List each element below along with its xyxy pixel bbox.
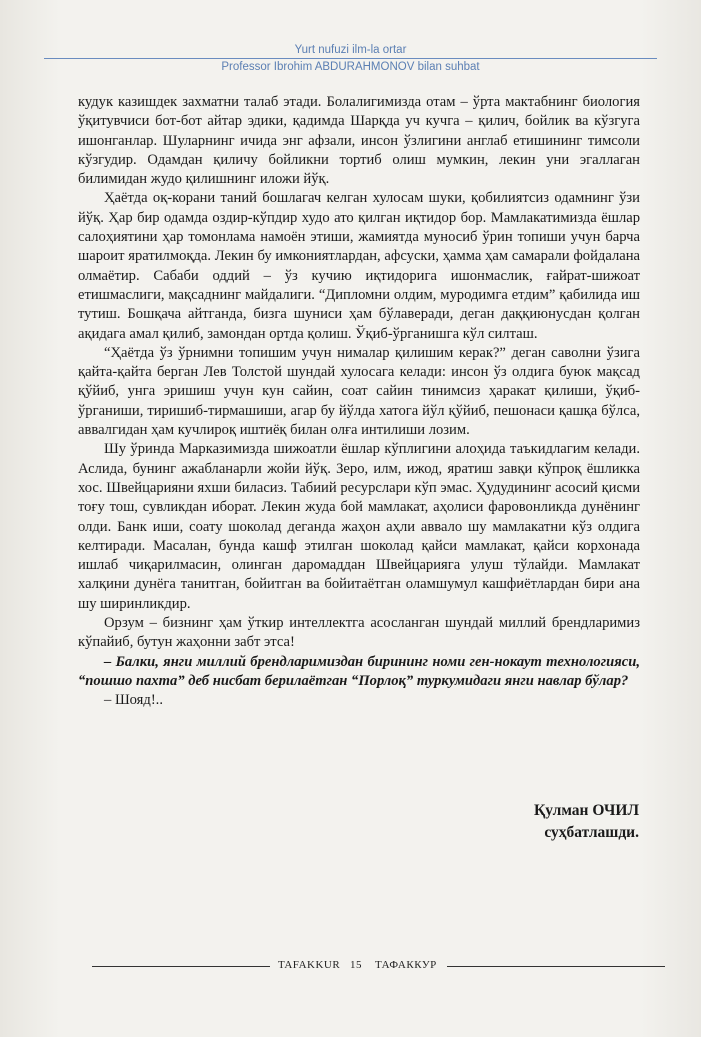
paragraph-3: “Ҳаётда ўз ўрнимни топишим учун нималар қилишим керак?” деган саволни ўзига қайта-қайта берган Лев Толстой шундай хулосага келади: инсон ўз олдига буюк мақсад қўйиб, унга эришиш учун кун сайин, соат сайин тинимсиз ҳаракат қилиши, ўқиб-ўрганиши, тиришиб-тирмашиши, агар бу йўлда хатога йўл қўйиб, пешонаси қашқа бўлса, аввалгидан ҳам кучлироқ иштиёқ билан олға интилиши лозим. [78, 344, 640, 439]
interview-answer: – Шояд!.. [104, 692, 163, 709]
interviewer-name: Қулман ОЧИЛ [534, 802, 639, 819]
footer-rule-right [447, 966, 665, 967]
interview-question: – Балки, янги миллий брендларимиздан бирининг номи ген-нокаут технологияси, “пошшо пахта” деб нисбат берилаётган “Порлоқ” туркумидаги янги навлар бўлар? [78, 653, 640, 689]
page-footer [92, 958, 665, 974]
paragraph-4: Шу ўринда Марказимизда шижоатли ёшлар кўплигини алоҳида таъкидлагим келади. Аслида, бунинг ажабланарли жойи йўқ. Зеро, илм, ижод, яратиш завқи кўпроқ ёшликка хос. Швейцарияни яхши биласиз. Табиий ресурслари кўп эмас. Ҳудудининг асосий қисми тоғу тош, сувликдан иборат. Лекин жуда бой мамлакат, аҳолиси фаровонликда дунёнинг олди. Банк иши, соату шоколад деганда жаҳон аҳли аввало шу мамлакатни кўз олдига келтиради. Масалан, бунда кашф этилган шоколад қайси мамлакат, қайси корхонада ишлаб чиқарилмасин, олинган даромаддан Швейцарияга улуш тўлайди. Мамлакат халқини дунёга танитган, бойитган ва бойитаётган оламшумул кашфиётлардан бири ана шу ширинликдир. [78, 441, 640, 612]
paragraph-5: Орзум – бизнинг ҳам ўткир интеллектга асосланган шундай миллий брендларимиз кўпайиб, бутун жаҳонни забт этса! [78, 615, 640, 651]
footer-label-latin: TAFAKKUR [278, 959, 341, 971]
article-body [78, 93, 640, 711]
page-number: 15 [350, 959, 362, 971]
header-title: Yurt nufuzi ilm-la ortar [294, 44, 407, 56]
header-subtitle: Professor Ibrohim ABDURAHMONOV bilan suhbat [221, 61, 480, 73]
paragraph-2: Ҳаётда оқ-корани таний бошлагач келган хулосам шуки, қобилиятсиз одамнинг ўзи йўқ. Ҳар бир одамда оздир-кўпдир худо ато қилган иқтидор бор. Мамлакатимизда ёшлар салоҳиятини ҳар томонлама намоён этиши, жамиятда муносиб ўрин топиши учун барча шароит яратилмоқда. Лекин бу имкониятлардан, афсуски, ҳамма ҳам самарали фойдалана олмаётир. Сабаби оддий – ўз кучию иқтидорига ишонмаслик, ғайрат-шижоат етишмаслиги, мақсаднинг майдалиги. “Дипломни олдим, муродимга етдим” қабилида иш тутиш. Бошқача айтганда, бизга шуниси ҳам бўлаверади, деган даққиюнусдан қолган ақидага амал қилиб, замондан ортда қолиш. Ўқиб-ўрганишга кўл силташ. [78, 190, 640, 342]
paragraph-1: кудук казишдек захматни талаб этади. Болалигимизда отам – ўрта мактабнинг биология ўқитувчиси бот-бот айтар эдики, қадимда Шарқда уч кучга – қилич, бойлик ва кўзгуга ишонганлар. Шуларнинг ичида энг афзали, инсон ўзлигини англаб етишининг тимсоли кўзгудир. Одамдан қиличу бойликни тортиб олиш мумкин, лекин уни эгаллаган билимидан жудо қилишнинг иложи йўқ. [78, 94, 640, 188]
footer-label-cyrillic: ТАФАККУР [375, 959, 437, 971]
footer-rule-left [92, 966, 270, 967]
signature-block [534, 800, 639, 844]
interviewer-role: суҳбатлашди. [544, 824, 639, 841]
header-divider [44, 58, 657, 59]
